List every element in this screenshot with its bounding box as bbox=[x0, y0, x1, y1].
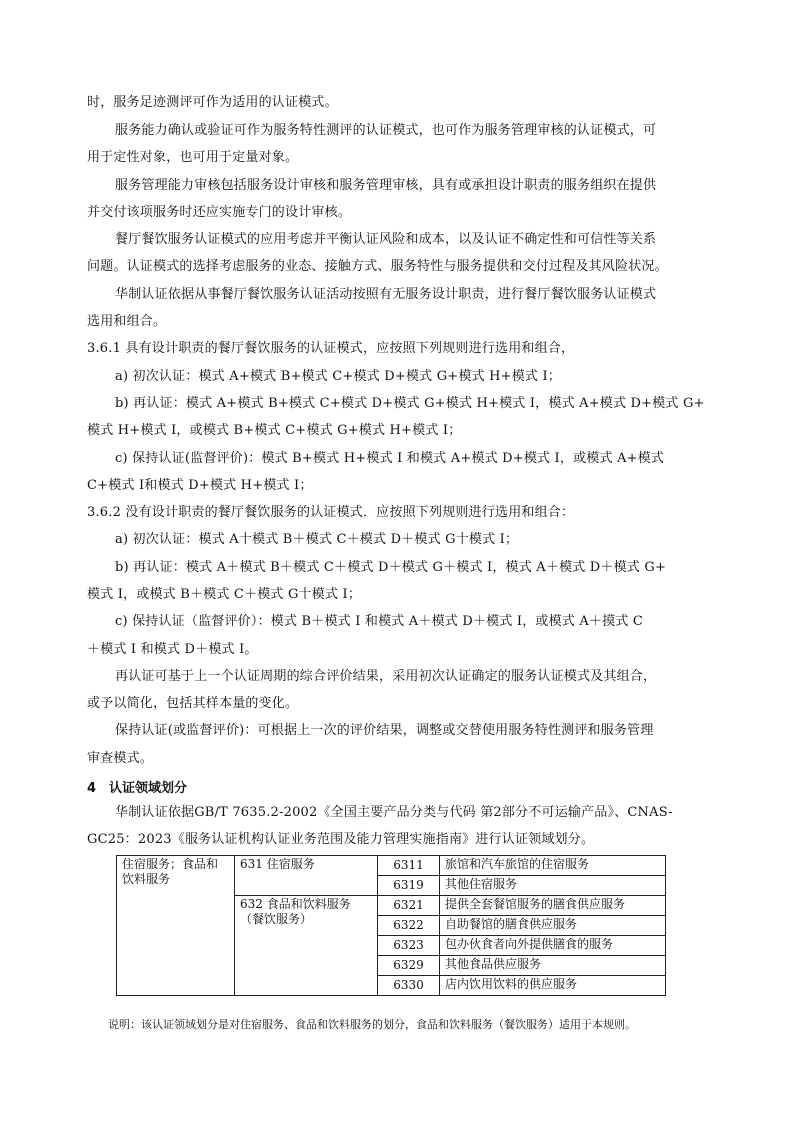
paragraph-line: 华制认证依据从事餐厅餐饮服务认证活动按照有无服务设计职责，进行餐厅餐饮服务认证模式 bbox=[115, 287, 657, 302]
list-item-continued: ＋模式 I 和模式 D＋模式 I。 bbox=[87, 642, 258, 657]
code-cell: 6322 bbox=[378, 916, 440, 936]
paragraph-line: 保持认证(或监督评价)：可根据上一次的评价结果，调整或交替使用服务特性测评和服务管理 bbox=[115, 723, 654, 738]
paragraph-line: 问题。认证模式的选择考虑服务的业态、接触方式、服务特性与服务提供和交付过程及其风险状况。 bbox=[87, 259, 668, 274]
subgroup-cell: 632 食品和饮料服务（餐饮服务） bbox=[235, 896, 378, 996]
code-cell: 6329 bbox=[378, 956, 440, 976]
table-row bbox=[117, 856, 666, 876]
name-cell: 自助餐馆的膳食供应服务 bbox=[440, 916, 666, 936]
clause-heading-3-6-1: 3.6.1 具有设计职责的餐厅餐饮服务的认证模式，应按照下列规则进行选用和组合， bbox=[87, 341, 575, 356]
list-item: a) 初次认证：模式 A十模式 B＋模式 C＋模式 D＋模式 G十模式 I； bbox=[115, 532, 519, 547]
name-cell: 包办伙食者向外提供膳食的服务 bbox=[440, 936, 666, 956]
group-cell: 住宿服务；食品和饮料服务 bbox=[117, 856, 235, 996]
list-item: c) 保持认证（监督评价）：模式 B＋模式 I 和模式 A＋模式 D＋模式 I，或模式 A＋摸式 C bbox=[115, 614, 644, 629]
code-cell: 6321 bbox=[378, 896, 440, 916]
paragraph-line: GC25：2023《服务认证机构认证业务范围及能力管理实施指南》进行认证领域划分。 bbox=[87, 832, 595, 847]
paragraph-line: 时，服务足迹测评可作为适用的认证模式。 bbox=[87, 95, 338, 110]
paragraph-line: 餐厅餐饮服务认证模式的应用考虑并平衡认证风险和成本，以及认证不确定性和可信性等关系 bbox=[115, 232, 657, 247]
paragraph-line: 审查模式。 bbox=[87, 751, 154, 766]
code-cell: 6319 bbox=[378, 876, 440, 896]
list-item-continued: 模式 H+模式 I，或模式 B+模式 C+模式 G+模式 H+模式 I； bbox=[87, 423, 462, 438]
name-cell: 其他住宿服务 bbox=[440, 876, 666, 896]
list-item: c) 保持认证(监督评价)：模式 B+模式 H+模式 I 和模式 A+模式 D+模式 I，或模式 A+模式 bbox=[115, 451, 665, 466]
paragraph-line: 服务管理能力审核包括服务设计审核和服务管理审核，具有或承担设计职责的服务组织在提供 bbox=[115, 178, 657, 193]
clause-heading-3-6-2: 3.6.2 没有设计职责的餐厅餐饮服务的认证模式．应按照下列规则进行选用和组合： bbox=[87, 505, 575, 520]
paragraph-line: 华制认证依据GB/T 7635.2-2002《全国主要产品分类与代码 第2部分不可运输产品》、CNAS- bbox=[115, 805, 673, 820]
list-item-continued: C+模式 I和模式 D+模式 H+模式 I； bbox=[87, 478, 313, 493]
table-note: 说明：该认证领域划分是对住宿服务、食品和饮料服务的划分，食品和饮料服务（餐饮服务）适用于本规则。 bbox=[108, 1018, 636, 1031]
paragraph-line: 并交付该项服务时还应实施专门的设计审核。 bbox=[87, 205, 352, 220]
code-cell: 6311 bbox=[378, 856, 440, 876]
list-item: b) 再认证：模式 A＋模式 B＋模式 C＋模式 D＋模式 G＋模式 I，模式 A＋模式 D＋模式 G+ bbox=[115, 560, 667, 575]
paragraph-line: 用于定性对象，也可用于定量对象。 bbox=[87, 150, 299, 165]
list-item: a) 初次认证：模式 A+模式 B+模式 C+模式 D+模式 G+模式 H+模式 I； bbox=[115, 369, 562, 384]
section-title: 认证领域划分 bbox=[109, 781, 188, 796]
subgroup-cell: 631 住宿服务 bbox=[235, 856, 378, 896]
code-cell: 6323 bbox=[378, 936, 440, 956]
domain-classification-table bbox=[116, 855, 666, 996]
list-item-continued: 模式 I，或模式 B＋模式 C＋模式 G十模式 I； bbox=[87, 587, 362, 602]
name-cell: 提供全套餐馆服务的膳食供应服务 bbox=[440, 896, 666, 916]
paragraph-line: 选用和组合。 bbox=[87, 314, 167, 329]
list-item: b) 再认证：模式 A+模式 B+模式 C+模式 D+模式 G+模式 H+模式 I，模式 A+模式 D+模式 G+ bbox=[115, 396, 705, 411]
name-cell: 其他食品供应服务 bbox=[440, 956, 666, 976]
code-cell: 6330 bbox=[378, 976, 440, 996]
paragraph-line: 服务能力确认或验证可作为服务特性测评的认证模式，也可作为服务管理审核的认证模式，可 bbox=[115, 123, 657, 138]
name-cell: 旅馆和汽车旅馆的住宿服务 bbox=[440, 856, 666, 876]
section-number: 4 bbox=[87, 781, 97, 796]
name-cell: 店内饮用饮料的供应服务 bbox=[440, 976, 666, 996]
section-heading bbox=[87, 777, 187, 796]
paragraph-line: 或予以简化，包括其样本量的变化。 bbox=[87, 696, 299, 711]
paragraph-line: 再认证可基于上一个认证周期的综合评价结果，采用初次认证确定的服务认证模式及其组合， bbox=[115, 669, 657, 684]
